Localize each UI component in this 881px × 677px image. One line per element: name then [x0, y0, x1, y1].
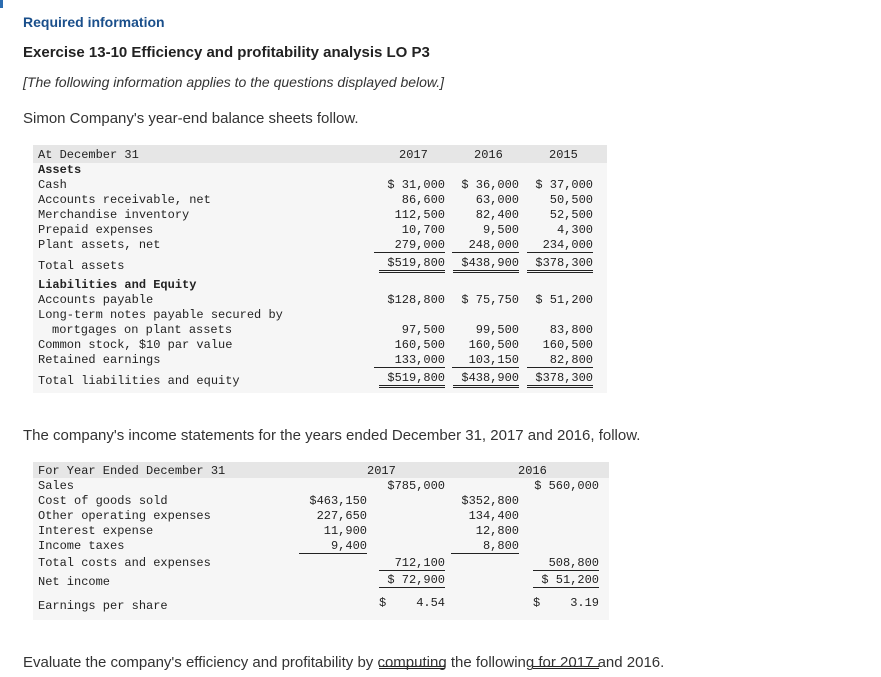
required-information-heading: Required information — [23, 14, 165, 30]
retained-2015: 82,800 — [527, 353, 593, 368]
ar-label: Accounts receivable, net — [38, 193, 211, 207]
sales-label: Sales — [38, 479, 75, 493]
ap-2017: $128,800 — [387, 293, 445, 307]
notes-2016: 99,500 — [475, 323, 519, 337]
inventory-label: Merchandise inventory — [38, 208, 190, 222]
total-costs-2016: 508,800 — [533, 556, 599, 571]
total-assets-2015: $378,300 — [527, 256, 593, 273]
sales-2016: $ 560,000 — [534, 479, 599, 493]
taxes-2016: 8,800 — [451, 539, 519, 554]
cash-2015: $ 37,000 — [535, 178, 593, 192]
balance-sheet-table — [33, 145, 607, 393]
is-header-label: For Year Ended December 31 — [38, 464, 226, 478]
assets-heading: Assets — [38, 163, 82, 177]
is-year-2017: 2017 — [367, 464, 396, 478]
cash-label: Cash — [38, 178, 67, 192]
prepaid-2015: 4,300 — [556, 223, 593, 237]
notes-2017: 97,500 — [401, 323, 445, 337]
eps-2017-currency: $ — [379, 596, 387, 610]
prepaid-2017: 10,700 — [401, 223, 445, 237]
eps-2017: 4.54 — [416, 596, 445, 610]
eps-label: Earnings per share — [38, 599, 168, 613]
ap-2015: $ 51,200 — [535, 293, 593, 307]
income-statement-intro: The company's income statements for the years ended December 31, 2017 and 2016, follow. — [23, 427, 641, 444]
total-assets-2016: $438,900 — [453, 256, 519, 273]
stock-2015: 160,500 — [542, 338, 593, 352]
taxes-label: Income taxes — [38, 539, 125, 553]
total-le-2016: $438,900 — [453, 371, 519, 388]
eps-2016: 3.19 — [570, 596, 599, 610]
inventory-2015: 52,500 — [549, 208, 593, 222]
cogs-2016: $352,800 — [461, 494, 519, 508]
cogs-label: Cost of goods sold — [38, 494, 168, 508]
retained-2016: 103,150 — [452, 353, 519, 368]
total-costs-2017: 712,100 — [379, 556, 445, 571]
other-opex-label: Other operating expenses — [38, 509, 211, 523]
plant-2017: 279,000 — [374, 238, 445, 253]
sales-2017: $785,000 — [387, 479, 445, 493]
exercise-title: Exercise 13-10 Efficiency and profitability analysis LO P3 — [23, 44, 430, 61]
ap-2016: $ 75,750 — [461, 293, 519, 307]
inventory-2016: 82,400 — [475, 208, 519, 222]
bs-header-label: At December 31 — [38, 148, 139, 162]
total-le-label: Total liabilities and equity — [38, 374, 240, 388]
notes-2015: 83,800 — [549, 323, 593, 337]
total-costs-label: Total costs and expenses — [38, 556, 211, 570]
balance-sheet-intro: Simon Company's year-end balance sheets follow. — [23, 110, 359, 127]
plant-2015: 234,000 — [527, 238, 593, 253]
other-opex-2017: 227,650 — [316, 509, 367, 523]
stock-label: Common stock, $10 par value — [38, 338, 233, 352]
cogs-2017: $463,150 — [309, 494, 367, 508]
interest-2017: 11,900 — [323, 524, 367, 538]
total-assets-2017: $519,800 — [379, 256, 445, 273]
accent-bar — [0, 0, 3, 8]
liabilities-heading: Liabilities and Equity — [38, 278, 197, 292]
taxes-2017: 9,400 — [299, 539, 367, 554]
bs-year-2016: 2016 — [474, 148, 503, 162]
bs-year-2015: 2015 — [549, 148, 578, 162]
ar-2017: 86,600 — [401, 193, 445, 207]
interest-2016: 12,800 — [475, 524, 519, 538]
cash-2017: $ 31,000 — [387, 178, 445, 192]
interest-label: Interest expense — [38, 524, 154, 538]
retained-label: Retained earnings — [38, 353, 161, 367]
plant-2016: 248,000 — [452, 238, 519, 253]
retained-2017: 133,000 — [374, 353, 445, 368]
instruction-note: [The following information applies to the questions displayed below.] — [23, 74, 445, 90]
plant-label: Plant assets, net — [38, 238, 161, 252]
prepaid-2016: 9,500 — [482, 223, 519, 237]
evaluate-instruction: Evaluate the company's efficiency and profitability by computing the following for 2017 and 2016. — [23, 654, 665, 671]
total-le-2017: $519,800 — [379, 371, 445, 388]
ap-label: Accounts payable — [38, 293, 154, 307]
stock-2016: 160,500 — [468, 338, 519, 352]
notes-label-line1: Long-term notes payable secured by — [38, 308, 283, 322]
cash-2016: $ 36,000 — [461, 178, 519, 192]
net-income-2016: $ 51,200 — [533, 573, 599, 588]
ar-2016: 63,000 — [475, 193, 519, 207]
stock-2017: 160,500 — [394, 338, 445, 352]
total-assets-label: Total assets — [38, 259, 125, 273]
notes-label-line2: mortgages on plant assets — [52, 323, 233, 337]
prepaid-label: Prepaid expenses — [38, 223, 154, 237]
net-income-label: Net income — [38, 575, 111, 589]
inventory-2017: 112,500 — [394, 208, 445, 222]
total-le-2015: $378,300 — [527, 371, 593, 388]
other-opex-2016: 134,400 — [468, 509, 519, 523]
ar-2015: 50,500 — [549, 193, 593, 207]
net-income-2017: $ 72,900 — [379, 573, 445, 588]
is-year-2016: 2016 — [518, 464, 547, 478]
bs-year-2017: 2017 — [399, 148, 428, 162]
eps-2016-currency: $ — [533, 596, 541, 610]
income-statement-table — [33, 462, 609, 620]
